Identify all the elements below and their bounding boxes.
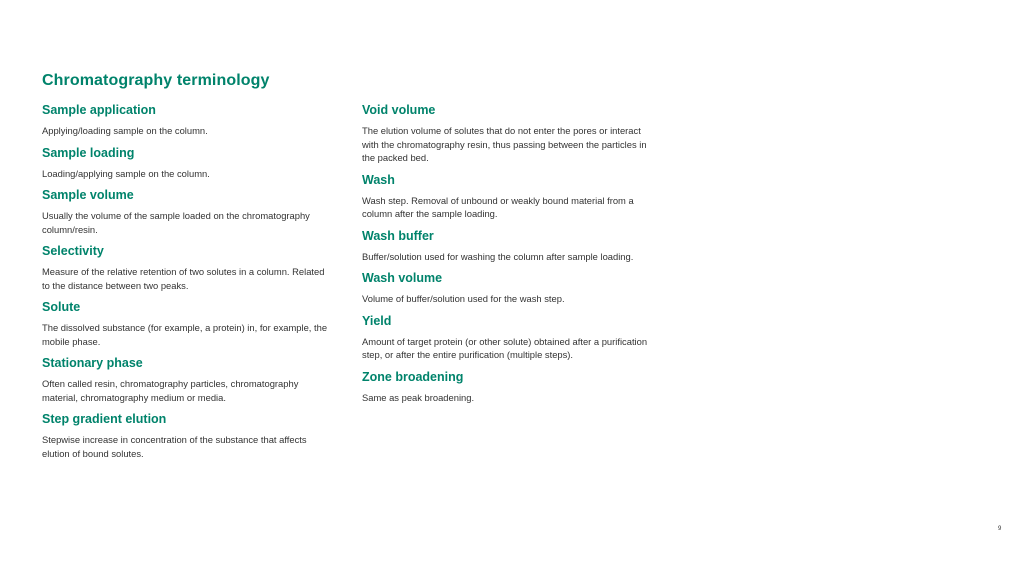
term-entry bbox=[362, 270, 662, 306]
term-name: Zone broadening bbox=[362, 369, 464, 384]
term-definition: Stepwise increase in concentration of the substance that affects elution of bound solutes. bbox=[42, 434, 307, 459]
term-entry bbox=[42, 299, 342, 348]
term-entry bbox=[42, 187, 342, 236]
term-definition: Buffer/solution used for washing the column after sample loading. bbox=[362, 250, 634, 262]
term-name: Solute bbox=[42, 300, 81, 314]
term-definition: Applying/loading sample on the column. bbox=[42, 125, 208, 136]
term-entry bbox=[362, 313, 662, 362]
term-entry bbox=[362, 102, 662, 165]
term-definition: Usually the volume of the sample loaded on the chromatography column/resin. bbox=[42, 210, 310, 235]
term-definition: Loading/applying sample on the column. bbox=[42, 167, 210, 179]
right-column bbox=[362, 102, 662, 411]
term-definition: Measure of the relative retention of two solutes in a column. Related to the distance between two peaks. bbox=[42, 266, 325, 291]
term-definition: Amount of target protein (or other solute) obtained after a purification step, or after the entire purification (multiple steps). bbox=[362, 335, 648, 360]
term-entry bbox=[42, 243, 342, 292]
term-definition: The elution volume of solutes that do not enter the pores or interact with the chromatography resin, thus passing between the particles in the packed bed. bbox=[362, 125, 647, 163]
term-name: Void volume bbox=[362, 103, 436, 117]
term-name: Selectivity bbox=[42, 244, 104, 258]
term-entry bbox=[362, 228, 662, 264]
term-definition: Same as peak broadening. bbox=[362, 391, 475, 403]
term-entry bbox=[42, 355, 342, 404]
term-entry bbox=[362, 369, 662, 405]
term-name: Sample volume bbox=[42, 188, 134, 202]
term-definition: The dissolved substance (for example, a protein) in, for example, the mobile phase. bbox=[42, 322, 328, 347]
term-name: Wash volume bbox=[362, 271, 443, 285]
term-name: Sample loading bbox=[42, 145, 135, 160]
left-column bbox=[42, 102, 342, 467]
term-name: Yield bbox=[362, 313, 392, 328]
term-definition: Volume of buffer/solution used for the wash step. bbox=[362, 293, 565, 304]
page-title: Chromatography terminology bbox=[42, 72, 270, 89]
term-name: Stationary phase bbox=[42, 356, 143, 370]
term-name: Step gradient elution bbox=[42, 412, 167, 426]
term-entry bbox=[362, 172, 662, 221]
term-entry bbox=[42, 411, 342, 460]
term-name: Wash bbox=[362, 172, 395, 187]
term-definition: Wash step. Removal of unbound or weakly bound material from a column after the sample loading. bbox=[362, 194, 634, 219]
term-name: Sample application bbox=[42, 103, 156, 117]
page-number: 9 bbox=[998, 526, 1002, 532]
term-definition: Often called resin, chromatography particles, chromatography material, chromatography medium or media. bbox=[42, 378, 299, 403]
term-entry bbox=[42, 102, 342, 138]
term-name: Wash buffer bbox=[362, 228, 434, 243]
term-entry bbox=[42, 145, 342, 181]
